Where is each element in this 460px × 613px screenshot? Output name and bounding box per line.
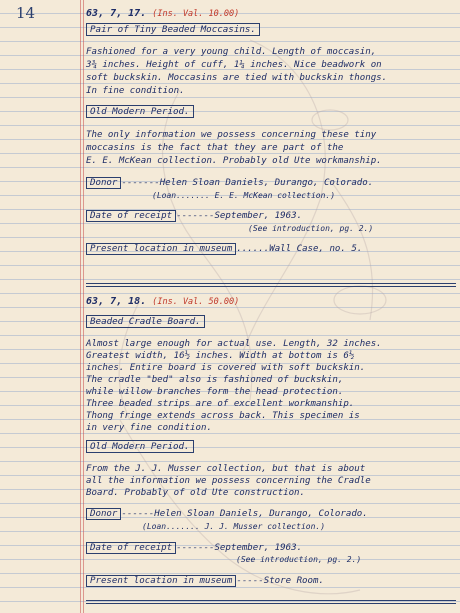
donor-line: Donor -------Helen Sloan Daniels, Durango, Colorado. — [86, 177, 373, 189]
description-line: Fashioned for a very young child. Length of moccasin, — [86, 47, 377, 57]
entry-header — [86, 8, 239, 20]
receipt-value: September, 1963. — [214, 543, 303, 553]
receipt-label: Date of receipt — [86, 542, 176, 554]
location-value: Store Room. — [263, 576, 324, 586]
notes-line: moccasins is the fact that they are part of the — [86, 143, 344, 153]
description-line: Almost large enough for actual use. Length, 32 inches. — [86, 339, 382, 349]
description-line: In fine condition. — [86, 86, 185, 96]
insurance-value: (Ins. Val. 50.00) — [152, 297, 240, 307]
loan-note: (Loan....... J. J. Musser collection.) — [142, 522, 326, 531]
catalog-number: 63, 7, 17. — [86, 8, 147, 19]
period-text: Old Modern Period. — [86, 440, 194, 453]
period-text: Old Modern Period. — [86, 105, 194, 118]
divider-rule — [86, 286, 456, 287]
description-line: inches. Entire board is covered with soft buckskin. — [86, 363, 366, 373]
donor-value: Helen Sloan Daniels, Durango, Colorado. — [154, 509, 368, 519]
notes-line: The only information we possess concerning these tiny — [86, 130, 377, 140]
period-heading — [86, 106, 194, 118]
notes-line: Board. Probably of old Ute construction. — [86, 488, 305, 498]
notes-line: all the information we possess concerning the Cradle — [86, 476, 371, 486]
title-text: Pair of Tiny Beaded Moccasins. — [86, 23, 260, 36]
description-line: soft buckskin. Moccasins are tied with buckskin thongs. — [86, 73, 388, 83]
receipt-line: Date of receipt -------September, 1963. — [86, 210, 302, 222]
donor-label: Donor — [86, 177, 121, 189]
description-line: 3¾ inches. Height of cuff, 1¼ inches. Nice beadwork on — [86, 60, 382, 70]
margin-line — [83, 0, 84, 613]
donor-label: Donor — [86, 508, 121, 520]
receipt-value: September, 1963. — [214, 211, 303, 221]
catalog-number: 63, 7, 18. — [86, 296, 147, 307]
period-heading — [86, 441, 194, 453]
receipt-note: (See introduction, pg. 2.) — [236, 555, 362, 564]
divider-rule — [86, 283, 456, 284]
donor-value: Helen Sloan Daniels, Durango, Colorado. — [159, 178, 374, 188]
page-number: 14 — [16, 4, 36, 22]
location-line: Present location in museum ......Wall Case, no. 5. — [86, 243, 362, 255]
description-line: in very fine condition. — [86, 423, 212, 433]
receipt-note: (See introduction, pg. 2.) — [248, 224, 374, 233]
receipt-label: Date of receipt — [86, 210, 176, 222]
entry-title — [86, 316, 205, 328]
description-line: The cradle "bed" also is fashioned of buckskin, — [86, 375, 344, 385]
divider-rule — [86, 600, 456, 601]
description-line: Three beaded strips are of excellent workmanship. — [86, 399, 355, 409]
location-label: Present location in museum — [86, 575, 236, 587]
donor-line: Donor ------Helen Sloan Daniels, Durango, Colorado. — [86, 508, 368, 520]
notes-line: E. E. McKean collection. Probably old Ute workmanship. — [86, 156, 382, 166]
margin-line — [80, 0, 81, 613]
title-text: Beaded Cradle Board. — [86, 315, 205, 328]
location-value: Wall Case, no. 5. — [269, 244, 363, 254]
loan-note: (Loan....... E. E. McKean collection.) — [152, 191, 336, 200]
insurance-value: (Ins. Val. 10.00) — [152, 9, 240, 19]
entry-title — [86, 24, 260, 36]
divider-rule — [86, 603, 456, 604]
receipt-line: Date of receipt -------September, 1963. — [86, 542, 302, 554]
location-line: Present location in museum -----Store Room. — [86, 575, 324, 587]
description-line: while willow branches form the head protection. — [86, 387, 344, 397]
notes-line: From the J. J. Musser collection, but that is about — [86, 464, 366, 474]
description-line: Greatest width, 16½ inches. Width at bottom is 6½ — [86, 351, 355, 361]
entry-header — [86, 296, 239, 308]
location-label: Present location in museum — [86, 243, 236, 255]
description-line: Thong fringe extends across back. This specimen is — [86, 411, 360, 421]
